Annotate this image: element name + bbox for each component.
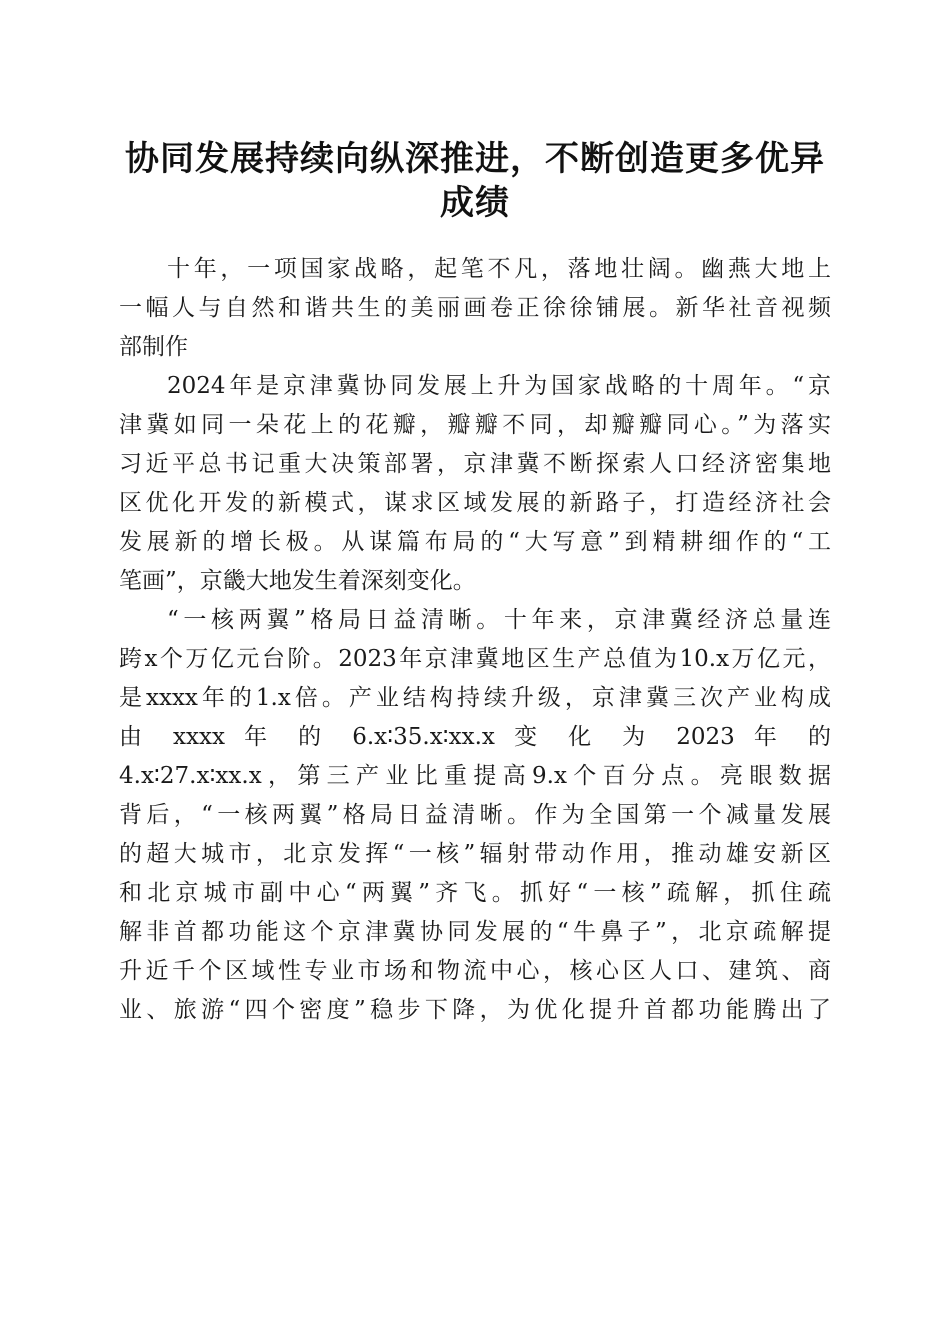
paragraph-line: 发展新的增长极。从谋篇布局的“大写意”到精耕细作的“工 xyxy=(119,529,831,555)
paragraph-line: 的超大城市，北京发挥“一核”辐射带动作用，推动雄安新区 xyxy=(119,841,831,867)
paragraph-line: 区优化开发的新模式，谋求区域发展的新路子，打造经济社会 xyxy=(119,490,831,516)
paragraph-line: 和北京城市副中心“两翼”齐飞。抓好“一核”疏解，抓住疏 xyxy=(119,880,831,906)
document-title-line-1: 协同发展持续向纵深推进，不断创造更多优异 xyxy=(125,139,825,179)
paragraph-1 xyxy=(119,250,831,367)
document-body xyxy=(119,250,831,1030)
paragraph-3 xyxy=(119,601,831,1030)
paragraph-line: 津冀如同一朵花上的花瓣，瓣瓣不同，却瓣瓣同心。”为落实 xyxy=(119,412,831,438)
paragraph-line: 升近千个区域性专业市场和物流中心，核心区人口、建筑、商 xyxy=(119,958,831,984)
paragraph-line: “一核两翼”格局日益清晰。十年来，京津冀经济总量连 xyxy=(167,607,831,633)
paragraph-line: 4.x∶27.x∶xx.x，第三产业比重提高9.x个百分点。亮眼数据 xyxy=(119,763,831,789)
paragraph-line: 由 xxxx 年 的 6.x∶35.x∶xx.x 变 化 为 2023 年 的 xyxy=(119,724,831,750)
document-title-line-2: 成绩 xyxy=(440,183,510,223)
paragraph-line: 是xxxx年的1.x倍。产业结构持续升级，京津冀三次产业构成 xyxy=(119,685,831,711)
paragraph-line: 十年，一项国家战略，起笔不凡，落地壮阔。幽燕大地上 xyxy=(167,256,831,282)
paragraph-line: 笔画”，京畿大地发生着深刻变化。 xyxy=(119,568,476,594)
paragraph-line: 部制作 xyxy=(119,334,188,360)
paragraph-line: 习近平总书记重大决策部署，京津冀不断探索人口经济密集地 xyxy=(119,451,831,477)
paragraph-line: 背后，“一核两翼”格局日益清晰。作为全国第一个减量发展 xyxy=(119,802,831,828)
paragraph-line: 跨x个万亿元台阶。2023年京津冀地区生产总值为10.x万亿元， xyxy=(119,646,831,672)
paragraph-line: 解非首都功能这个京津冀协同发展的“牛鼻子”，北京疏解提 xyxy=(119,919,831,945)
paragraph-line: 2024年是京津冀协同发展上升为国家战略的十周年。“京 xyxy=(167,373,831,399)
paragraph-line: 一幅人与自然和谐共生的美丽画卷正徐徐铺展。新华社音视频 xyxy=(119,295,831,321)
paragraph-line: 业、旅游“四个密度”稳步下降，为优化提升首都功能腾出了 xyxy=(119,997,831,1023)
paragraph-2 xyxy=(119,367,831,601)
